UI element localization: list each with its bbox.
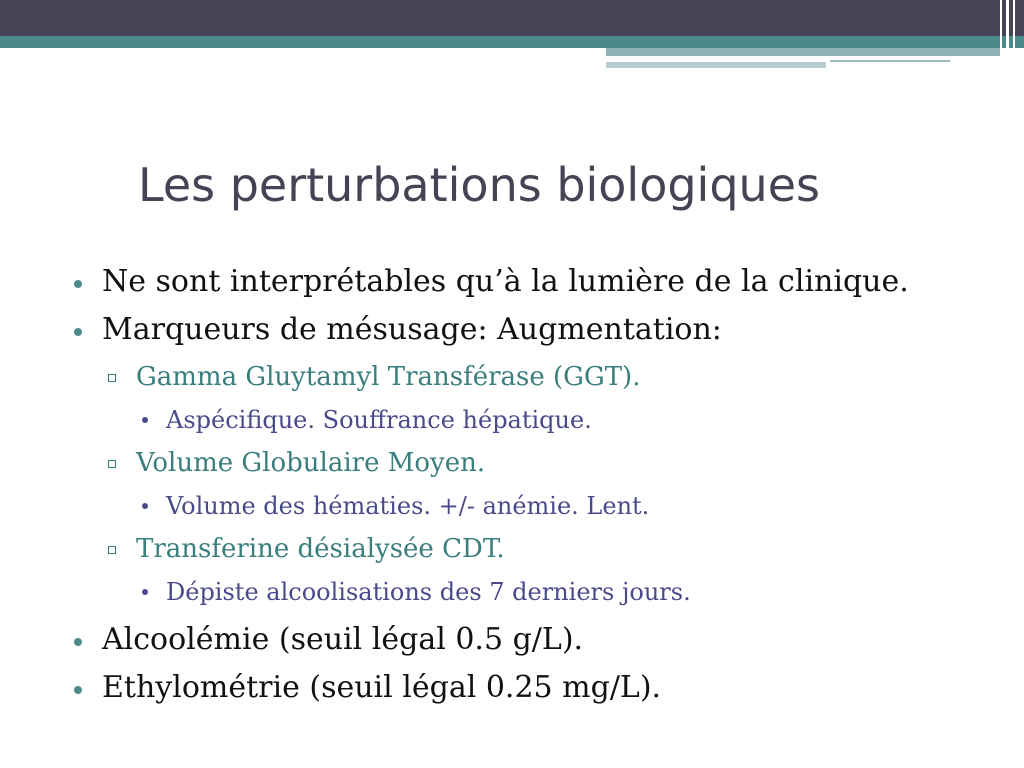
- bullet-dot-icon: [74, 280, 82, 288]
- header-vertical-stripes: [996, 0, 1024, 66]
- header-teal-band: [0, 36, 1024, 48]
- slide-title: Les perturbations biologiques: [138, 158, 820, 212]
- dot-bullet-icon: [142, 589, 148, 595]
- bullet-dot-icon: [74, 686, 82, 694]
- bullet-dot-icon: [74, 638, 82, 646]
- sub-bullet-text: Gamma Gluytamyl Transférase (GGT).: [136, 362, 641, 392]
- square-bullet-icon: [108, 546, 116, 554]
- header-accent-stripe-light: [606, 62, 826, 68]
- header-accent-line: [830, 60, 950, 62]
- dot-bullet-icon: [142, 503, 148, 509]
- header-dark-band: [0, 0, 1024, 36]
- dot-bullet-icon: [142, 417, 148, 423]
- header-accent-stripe: [606, 48, 1002, 56]
- sub-sub-bullet-text: Volume des hématies. +/- anémie. Lent.: [166, 492, 650, 520]
- bullet-text: Alcoolémie (seuil légal 0.5 g/L).: [102, 622, 584, 657]
- bullet-dot-icon: [74, 328, 82, 336]
- sub-sub-bullet-text: Dépiste alcoolisations des 7 derniers jours.: [166, 578, 691, 606]
- bullet-text: Ne sont interprétables qu’à la lumière de la clinique.: [102, 264, 909, 299]
- square-bullet-icon: [108, 374, 116, 382]
- bullet-text: Ethylométrie (seuil légal 0.25 mg/L).: [102, 670, 662, 705]
- bullet-text: Marqueurs de mésusage: Augmentation:: [102, 312, 722, 347]
- sub-sub-bullet-text: Aspécifique. Souffrance hépatique.: [166, 406, 592, 434]
- sub-bullet-text: Volume Globulaire Moyen.: [136, 448, 486, 478]
- sub-bullet-text: Transferine désialysée CDT.: [136, 534, 505, 564]
- square-bullet-icon: [108, 460, 116, 468]
